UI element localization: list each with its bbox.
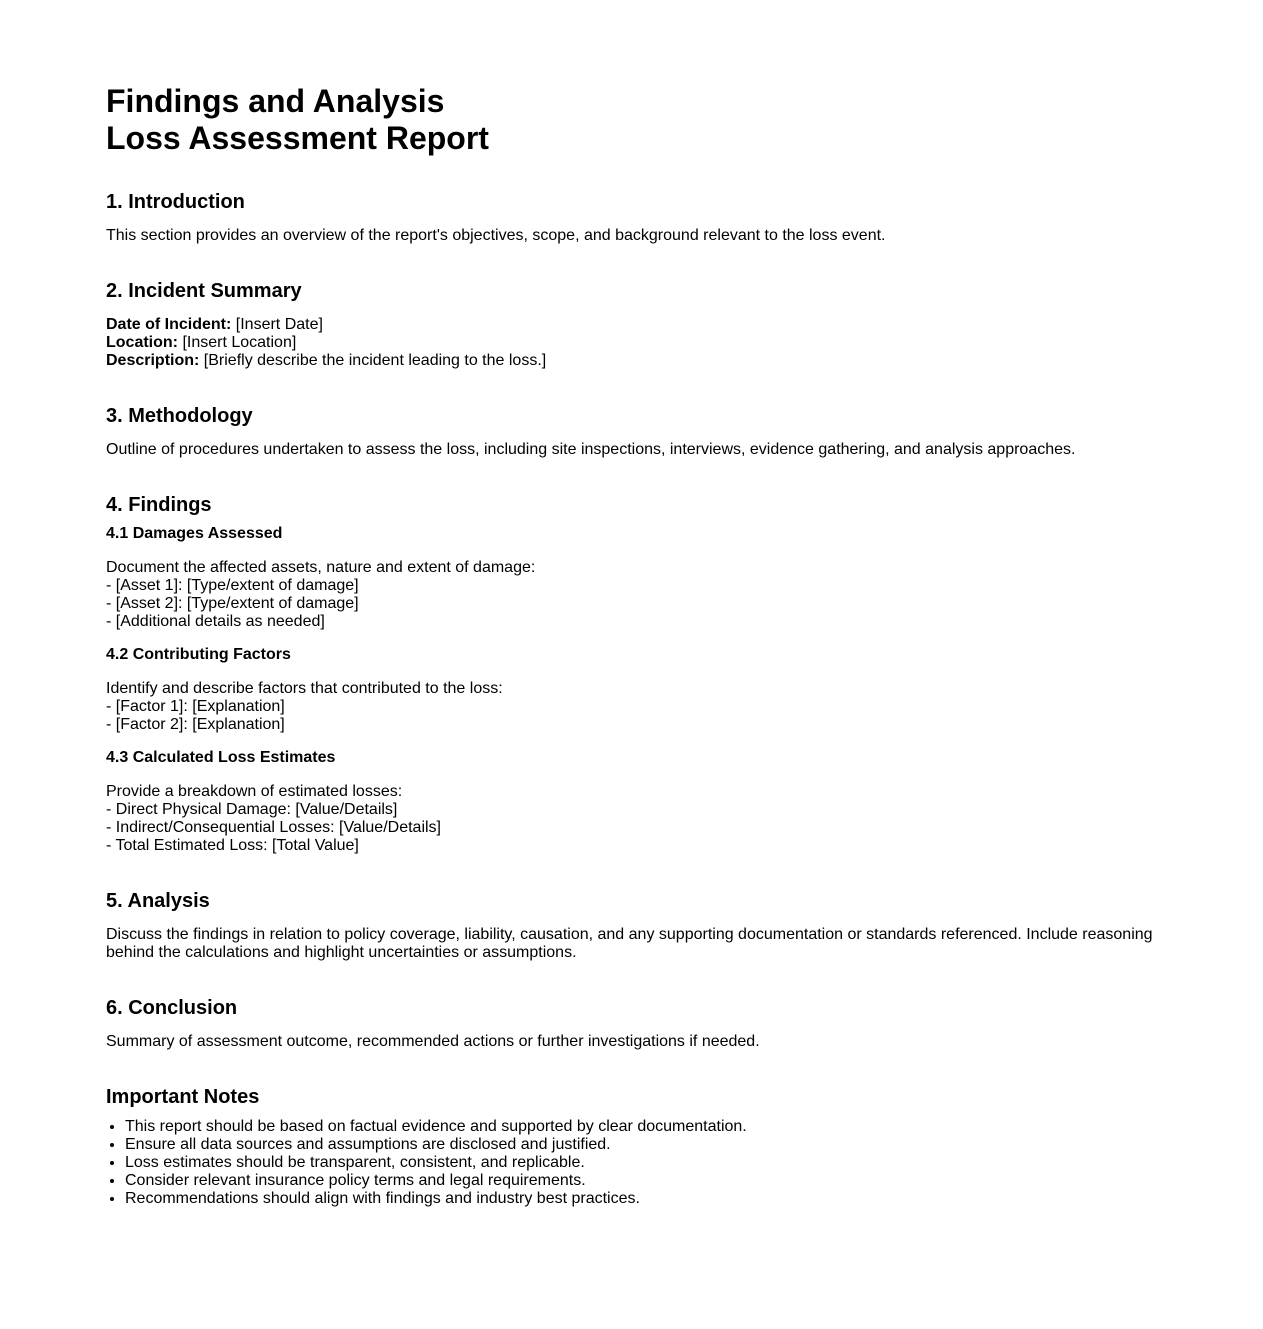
incident-location-row [106, 334, 1166, 352]
incident-summary-heading: 2. Incident Summary [106, 280, 302, 302]
incident-description-value: [Briefly describe the incident leading to the loss.] [199, 352, 547, 369]
estimates-line: - Indirect/Consequential Losses: [Value/Details] [106, 819, 441, 836]
methodology-heading: 3. Methodology [106, 405, 253, 427]
damages-line: Document the affected assets, nature and extent of damage: [106, 559, 536, 576]
note-item: • Ensure all data sources and assumptions are disclosed and justified. [125, 1136, 1166, 1154]
loss-estimates-heading: 4.3 Calculated Loss Estimates [106, 749, 336, 766]
incident-description-row [106, 352, 1166, 370]
report-title-line-2: Loss Assessment Report [106, 120, 489, 156]
incident-location-label: Location: [106, 334, 178, 351]
section-conclusion [106, 996, 1166, 1051]
factors-line: - [Factor 1]: [Explanation] [106, 698, 285, 715]
factors-line: Identify and describe factors that contributed to the loss: [106, 680, 503, 697]
important-notes-list [106, 1118, 1166, 1208]
damages-assessed-heading: 4.1 Damages Assessed [106, 525, 283, 542]
estimates-line: Provide a breakdown of estimated losses: [106, 783, 403, 800]
damages-line: - [Asset 1]: [Type/extent of damage] [106, 577, 359, 594]
section-introduction [106, 190, 1166, 245]
note-item: • This report should be based on factual evidence and supported by clear documentation. [125, 1118, 1166, 1136]
introduction-heading: 1. Introduction [106, 191, 245, 213]
conclusion-text: Summary of assessment outcome, recommended actions or further investigations if needed. [106, 1033, 760, 1050]
section-important-notes [106, 1085, 1166, 1208]
analysis-text: Discuss the findings in relation to policy coverage, liability, causation, and any supporting documentation or standards referenced. Include reasoning behind the calculations and highlight uncertainties or assumptions. [106, 926, 1153, 961]
analysis-heading: 5. Analysis [106, 890, 210, 912]
section-analysis [106, 889, 1166, 962]
section-findings [106, 493, 1166, 855]
incident-date-value: [Insert Date] [231, 316, 323, 333]
incident-date-row [106, 316, 1166, 334]
damages-assessed-text [106, 559, 1166, 631]
important-notes-heading: Important Notes [106, 1086, 260, 1108]
incident-description-label: Description: [106, 352, 200, 369]
factors-line: - [Factor 2]: [Explanation] [106, 716, 285, 733]
conclusion-heading: 6. Conclusion [106, 997, 238, 1019]
note-item: • Recommendations should align with findings and industry best practices. [125, 1190, 1166, 1208]
note-item: • Consider relevant insurance policy terms and legal requirements. [125, 1172, 1166, 1190]
damages-line: - [Additional details as needed] [106, 613, 325, 630]
estimates-line: - Total Estimated Loss: [Total Value] [106, 837, 359, 854]
introduction-text: This section provides an overview of the report's objectives, scope, and background relevant to the loss event. [106, 227, 886, 244]
report-title [106, 83, 1166, 157]
damages-line: - [Asset 2]: [Type/extent of damage] [106, 595, 359, 612]
section-incident-summary [106, 279, 1166, 370]
incident-date-label: Date of Incident: [106, 316, 232, 333]
report-title-line-1: Findings and Analysis [106, 83, 445, 119]
incident-details [106, 316, 1166, 370]
loss-estimates-text [106, 783, 1166, 855]
section-methodology [106, 404, 1166, 459]
findings-heading: 4. Findings [106, 494, 212, 516]
estimates-line: - Direct Physical Damage: [Value/Details] [106, 801, 398, 818]
contributing-factors-heading: 4.2 Contributing Factors [106, 646, 291, 663]
note-item: • Loss estimates should be transparent, consistent, and replicable. [125, 1154, 1166, 1172]
methodology-text: Outline of procedures undertaken to assess the loss, including site inspections, interviews, evidence gathering, and analysis approaches. [106, 441, 1076, 458]
contributing-factors-text [106, 680, 1166, 734]
incident-location-value: [Insert Location] [178, 334, 297, 351]
